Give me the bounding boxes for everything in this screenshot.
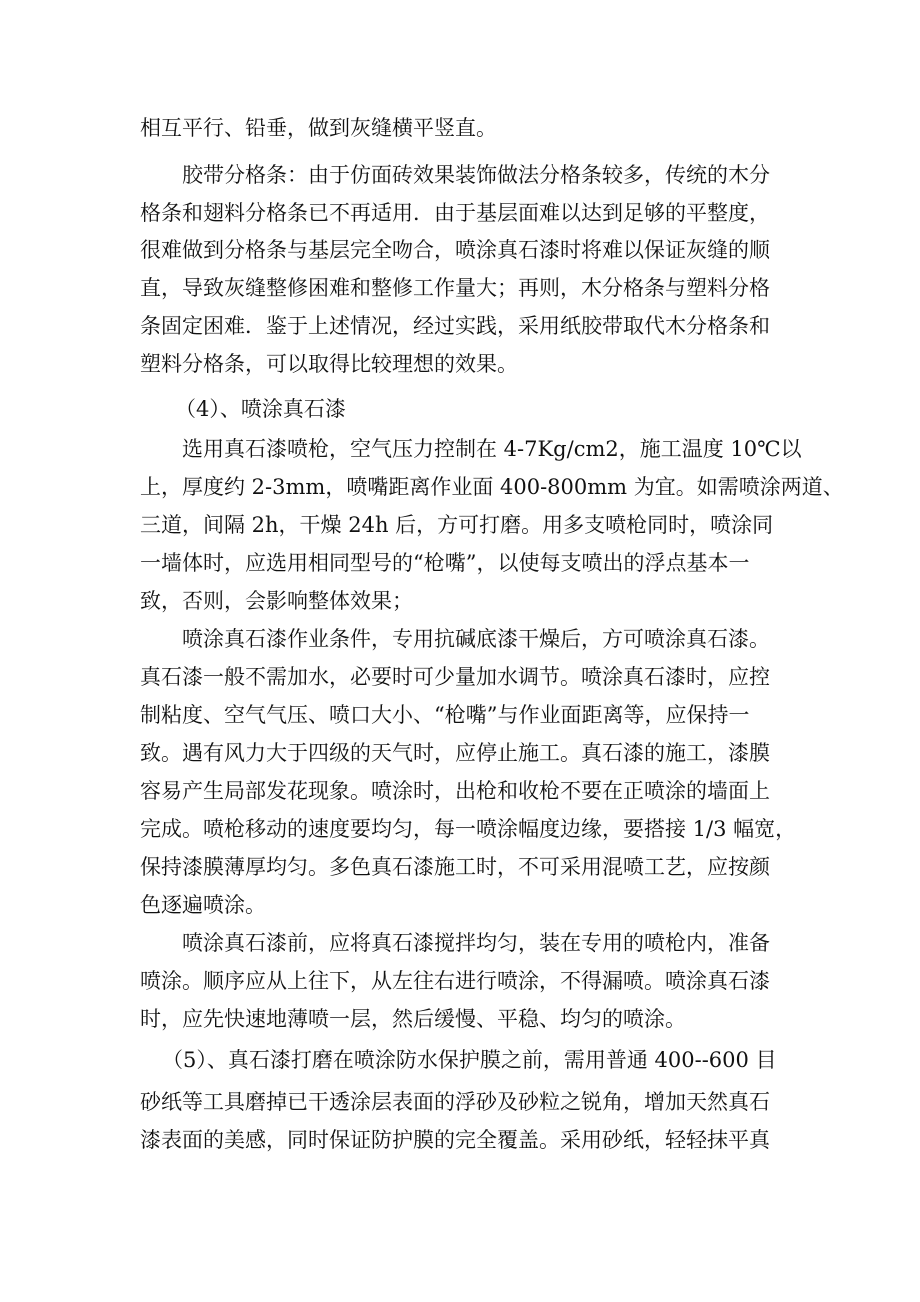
text-line: 喷涂。顺序应从上往下，从左往右进行喷涂，不得漏喷。喷涂真石漆 [140,969,770,993]
section-heading: （5）、真石漆打磨在喷涂防水保护膜之前，需用普通 400--600 目 [162,1048,777,1072]
text-line: 砂纸等工具磨掉已干透涂层表面的浮砂及砂粒之锐角，增加天然真石 [140,1090,770,1114]
text-line: 格条和翅料分格条已不再适用．由于基层面难以达到足够的平整度， [140,201,770,225]
text-line: 直，导致灰缝整修困难和整修工作量大；再则，木分格条与塑料分格 [140,276,770,300]
text-line: 上，厚度约 2-3mm，喷嘴距离作业面 400-800mm 为宜。如需喷涂两道、 [140,475,844,499]
text-line: 保持漆膜薄厚均匀。多色真石漆施工时，不可采用混喷工艺，应按颜 [140,855,770,879]
section-heading: （4）、喷涂真石漆 [175,397,346,421]
text-line: 色逐遍喷涂。 [140,893,266,917]
text-line: 三道，间隔 2h，干燥 24h 后，方可打磨。用多支喷枪同时，喷涂同 [140,513,774,537]
text-line: 时，应先快速地薄喷一层，然后缓慢、平稳、均匀的喷涂。 [140,1007,686,1031]
text-line: 制粘度、空气气压、喷口大小、“枪嘴”与作业面距离等，应保持一 [140,703,750,727]
text-line: 致，否则，会影响整体效果； [140,589,413,613]
text-line: 喷涂真石漆作业条件，专用抗碱底漆干燥后，方可喷涂真石漆。 [182,627,770,651]
text-line: 相互平行、铅垂，做到灰缝横平竖直。 [140,116,497,140]
text-line: 真石漆一般不需加水，必要时可少量加水调节。喷涂真石漆时，应控 [140,665,770,689]
text-line: 喷涂真石漆前，应将真石漆搅拌均匀，装在专用的喷枪内，准备 [182,931,770,955]
text-line: 条固定困难．鉴于上述情况，经过实践，采用纸胶带取代木分格条和 [140,314,770,338]
text-line: 完成。喷枪移动的速度要均匀，每一喷涂幅度边缘，要搭接 1/3 幅宽， [140,817,797,841]
text-line: 塑料分格条，可以取得比较理想的效果。 [140,352,518,376]
text-line: 胶带分格条：由于仿面砖效果装饰做法分格条较多，传统的木分 [182,163,770,187]
text-line: 一墙体时，应选用相同型号的“枪嘴”，以使每支喷出的浮点基本一 [140,551,750,575]
text-line: 致。遇有风力大于四级的天气时，应停止施工。真石漆的施工，漆膜 [140,741,770,765]
text-line: 选用真石漆喷枪，空气压力控制在 4-7Kg/cm2，施工温度 10℃以 [182,437,802,461]
text-line: 容易产生局部发花现象。喷涂时，出枪和收枪不要在正喷涂的墙面上 [140,779,770,803]
text-line: 很难做到分格条与基层完全吻合，喷涂真石漆时将难以保证灰缝的顺 [140,238,770,262]
text-line: 漆表面的美感，同时保证防护膜的完全覆盖。采用砂纸，轻轻抹平真 [140,1128,770,1152]
